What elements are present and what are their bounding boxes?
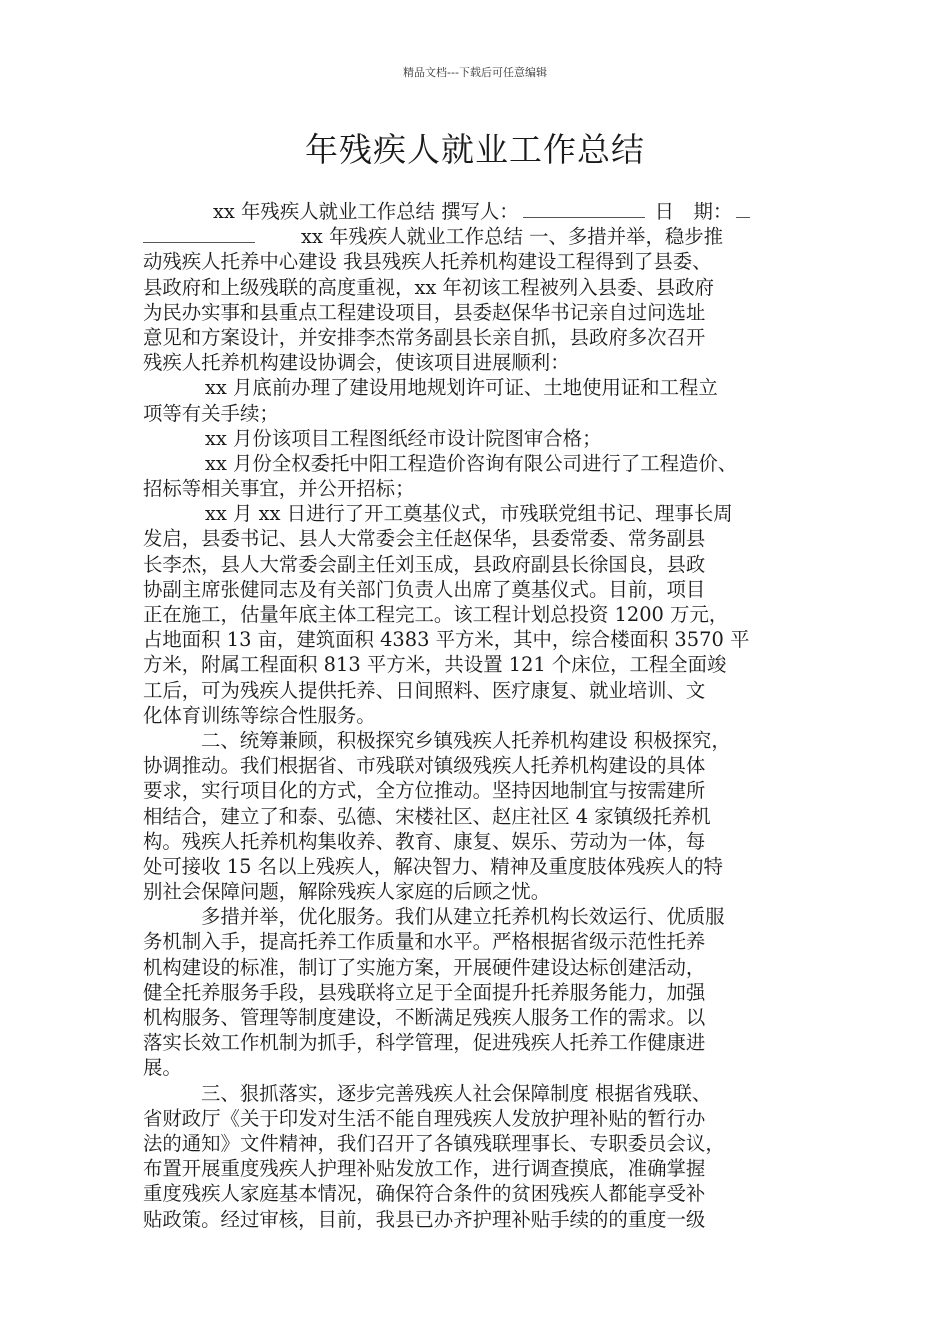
text-line: 要求，实行项目化的方式，全方位推动。坚持因地制宜与按需建所 [143,779,706,803]
text-line: 县政府和上级残联的高度重视，xx 年初该工程被列入县委、县政府 [143,275,714,299]
document-title: 年残疾人就业工作总结 [305,130,645,169]
date-blank [736,199,750,218]
text-line: 正在施工，估量年底主体工程完工。该工程计划总投资 1200 万元， [143,603,729,626]
text-line: 占地面积 13 亩，建筑面积 4383 平方米，其中，综合楼面积 3570 平 [143,628,750,652]
header-note: 精品文档---下载后可任意编辑 [403,66,547,79]
text-line: 健全托养服务手段，县残联将立足于全面提升托养服务能力，加强 [143,980,706,1004]
text-line: 展。 [143,1056,182,1080]
date-blank-continued [143,224,255,243]
date-label: 日 期： [654,200,733,223]
text-line: 落实长效工作机制为抓手，科学管理，促进残疾人托养工作健康进 [143,1031,706,1055]
text-line: 贴政策。经过审核，目前，我县已办齐护理补贴手续的的重度一级 [143,1207,706,1231]
text-line: 动残疾人托养中心建设 我县残疾人托养机构建设工程得到了县委、 [143,250,712,274]
document-body [143,199,813,1232]
text-line: 三、狠抓落实，逐步完善残疾人社会保障制度 根据省残联、 [201,1081,712,1105]
text-line: 协调推动。我们根据省、市残联对镇级残疾人托养机构建设的具体 [143,754,706,778]
text-line: 处可接收 15 名以上残疾人，解决智力、精神及重度肢体残疾人的特 [143,854,723,878]
text-line: 长李杰，县人大常委会副主任刘玉成，县政府副县长徐国良，县政 [143,552,706,576]
text-line: 别社会保障问题，解除残疾人家庭的后顾之忧。 [143,880,551,904]
text-line: 二、统筹兼顾，积极探究乡镇残疾人托养机构建设 积极探究， [201,728,731,752]
text-line: 相结合，建立了和泰、弘德、宋楼社区、赵庄社区 4 家镇级托养机 [143,804,711,828]
text-line: 工后，可为残疾人提供托养、日间照料、医疗康复、就业培训、文 [143,678,706,702]
text-line: 机构服务、管理等制度建设，不断满足残疾人服务工作的需求。以 [143,1006,706,1029]
meta-line-author-date [143,199,813,224]
text-line: 法的通知》文件精神，我们召开了各镇残联理事长、专职委员会议， [143,1131,725,1155]
meta-line-continued [143,224,813,249]
text-line: 机构建设的标准，制订了实施方案，开展硬件建设达标创建活动， [143,955,706,979]
text-line: xx 月份全权委托中阳工程造价咨询有限公司进行了工程造价、 [205,451,738,475]
text-line: 发启，县委书记、县人大常委会主任赵保华，县委常委、常务副县 [143,527,706,551]
text-line: 招标等相关事宜，并公开招标； [143,477,415,501]
text-line: xx 月份该项目工程图纸经市设计院图审合格； [205,426,602,450]
text-line: 为民办实事和县重点工程建设项目，县委赵保华书记亲自过问选址 [143,300,706,324]
text-line: 化体育训练等综合性服务。 [143,703,376,727]
text-line: 重度残疾人家庭基本情况，确保符合条件的贫困残疾人都能享受补 [143,1182,706,1206]
text-line: 省财政厅《关于印发对生活不能自理残疾人发放护理补贴的暂行办 [143,1106,706,1130]
text-line: 构。残疾人托养机构集收养、教育、康复、娱乐、劳动为一体，每 [143,829,706,853]
text-line: 方米，附属工程面积 813 平方米，共设置 121 个床位，工程全面竣 [143,653,727,677]
text-line: 协副主席张健同志及有关部门负责人出席了奠基仪式。目前，项目 [143,577,706,601]
text-line: xx 月底前办理了建设用地规划许可证、土地使用证和工程立 [205,376,718,400]
text-line: 项等有关手续； [143,401,279,425]
meta-heading-author: xx 年残疾人就业工作总结 撰写人： [213,200,519,223]
text-line: xx 月 xx 日进行了开工奠基仪式，市残联党组书记、理事长周 [205,502,733,526]
text-line: 意见和方案设计，并安排李杰常务副县长亲自抓，县政府多次召开 [143,325,706,349]
meta-heading-section-one: xx 年残疾人就业工作总结 一、多措并举，稳步推 [301,225,724,249]
author-blank [523,199,645,218]
text-line: 务机制入手，提高托养工作质量和水平。严格根据省级示范性托养 [143,930,706,954]
text-line: 布置开展重度残疾人护理补贴发放工作，进行调查摸底，准确掌握 [143,1157,706,1181]
text-line: 残疾人托养机构建设协调会，使该项目进展顺利： [143,351,570,375]
text-line: 多措并举，优化服务。我们从建立托养机构长效运行、优质服 [201,905,725,929]
